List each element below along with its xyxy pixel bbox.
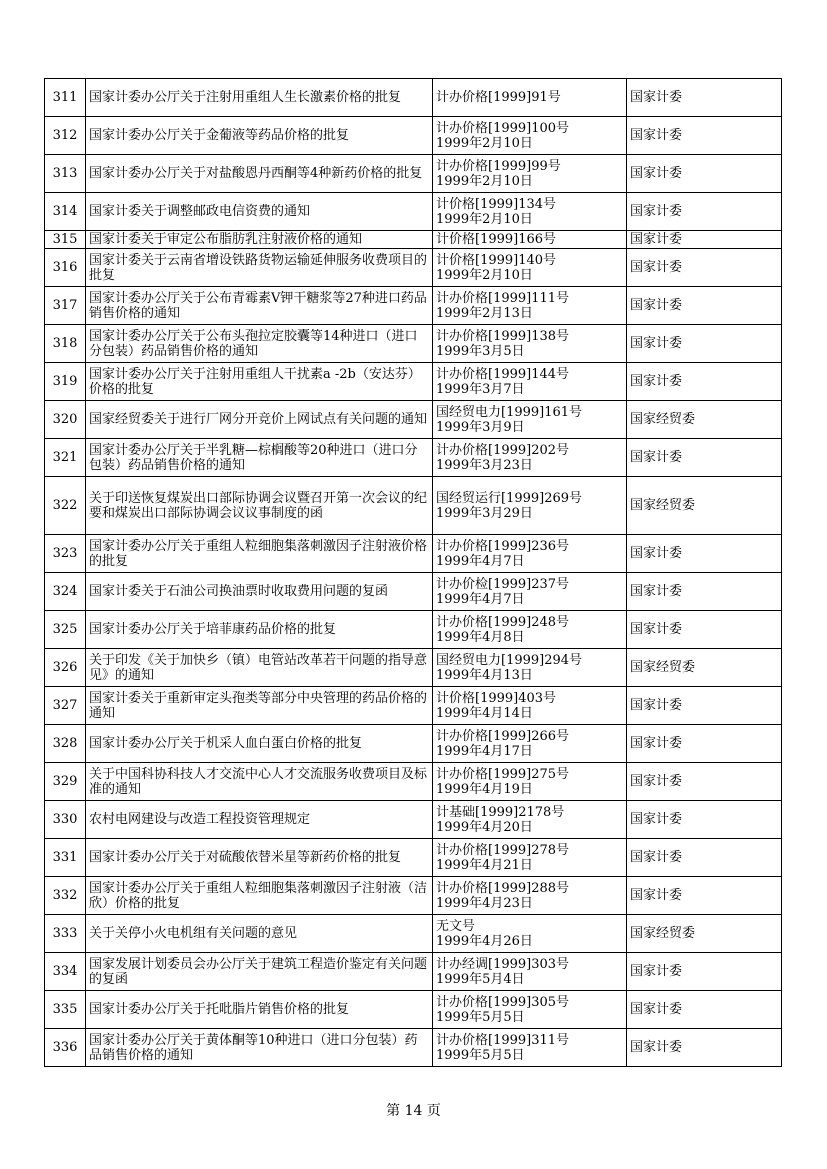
document-number: 国经贸运行[1999]269号 — [436, 490, 583, 506]
issuing-agency: 国家计委 — [627, 439, 782, 477]
table-row — [45, 915, 782, 953]
document-table — [44, 78, 782, 1067]
document-date: 1999年4月14日 — [436, 705, 533, 721]
table-row — [45, 535, 782, 573]
document-title: 国家计委关于重新审定头孢类等部分中央管理的药品价格的通知 — [86, 687, 433, 725]
document-number-cell — [433, 1029, 627, 1067]
document-title: 国家计委办公厅关于培菲康药品价格的批复 — [86, 611, 433, 649]
document-title: 关于中国科协科技人才交流中心人才交流服务收费项目及标准的通知 — [86, 763, 433, 801]
document-number-cell — [433, 231, 627, 249]
row-number: 314 — [45, 193, 86, 231]
table-row — [45, 877, 782, 915]
table-row — [45, 1029, 782, 1067]
table-row — [45, 79, 782, 117]
document-number-cell — [433, 611, 627, 649]
table-body — [45, 79, 782, 1067]
document-date: 1999年2月10日 — [436, 211, 533, 227]
document-number: 计办价格[1999]275号 — [436, 766, 570, 782]
document-date: 1999年4月26日 — [436, 933, 533, 949]
document-date: 1999年3月23日 — [436, 457, 533, 473]
document-date: 1999年5月5日 — [436, 1009, 525, 1025]
table-row — [45, 687, 782, 725]
document-date: 1999年3月7日 — [436, 381, 525, 397]
document-title: 国家发展计划委员会办公厅关于建筑工程造价鉴定有关问题的复函 — [86, 953, 433, 991]
document-title: 国家计委办公厅关于金葡液等药品价格的批复 — [86, 117, 433, 155]
row-number: 336 — [45, 1029, 86, 1067]
issuing-agency: 国家计委 — [627, 611, 782, 649]
issuing-agency: 国家经贸委 — [627, 649, 782, 687]
document-date: 1999年4月8日 — [436, 629, 525, 645]
document-date: 1999年4月7日 — [436, 553, 525, 569]
document-date: 1999年3月29日 — [436, 505, 533, 521]
issuing-agency: 国家计委 — [627, 1029, 782, 1067]
row-number: 313 — [45, 155, 86, 193]
issuing-agency: 国家计委 — [627, 573, 782, 611]
document-number: 计办价格[1999]288号 — [436, 880, 570, 896]
document-number-cell — [433, 287, 627, 325]
document-date: 1999年2月13日 — [436, 305, 533, 321]
row-number: 334 — [45, 953, 86, 991]
document-number-cell — [433, 249, 627, 287]
table-row — [45, 839, 782, 877]
document-number-cell — [433, 573, 627, 611]
document-number: 计办经调[1999]303号 — [436, 956, 570, 972]
issuing-agency: 国家计委 — [627, 953, 782, 991]
issuing-agency: 国家计委 — [627, 155, 782, 193]
document-number-cell — [433, 915, 627, 953]
document-number-cell — [433, 649, 627, 687]
document-number-cell — [433, 535, 627, 573]
row-number: 315 — [45, 231, 86, 249]
document-title: 国家计委办公厅关于公布青霉素V钾干糖浆等27种进口药品销售价格的通知 — [86, 287, 433, 325]
document-number-cell — [433, 687, 627, 725]
document-number: 无文号 — [436, 918, 476, 934]
table-row — [45, 117, 782, 155]
issuing-agency: 国家计委 — [627, 877, 782, 915]
document-number-cell — [433, 117, 627, 155]
row-number: 326 — [45, 649, 86, 687]
row-number: 316 — [45, 249, 86, 287]
row-number: 325 — [45, 611, 86, 649]
document-title: 国家计委关于审定公布脂肪乳注射液价格的通知 — [86, 231, 433, 249]
page-footer: 第 14 页 — [386, 1103, 441, 1119]
document-number-cell — [433, 877, 627, 915]
document-number-cell — [433, 801, 627, 839]
table-row — [45, 477, 782, 535]
table-row — [45, 573, 782, 611]
issuing-agency: 国家计委 — [627, 325, 782, 363]
issuing-agency: 国家计委 — [627, 725, 782, 763]
table-row — [45, 193, 782, 231]
row-number: 332 — [45, 877, 86, 915]
document-number-cell — [433, 477, 627, 535]
row-number: 333 — [45, 915, 86, 953]
issuing-agency: 国家计委 — [627, 839, 782, 877]
document-title: 国家计委关于调整邮政电信资费的通知 — [86, 193, 433, 231]
document-number-cell — [433, 439, 627, 477]
row-number: 311 — [45, 79, 86, 117]
issuing-agency: 国家计委 — [627, 363, 782, 401]
document-number-cell — [433, 363, 627, 401]
document-number: 计价格[1999]134号 — [436, 196, 557, 212]
document-title: 国家计委办公厅关于重组人粒细胞集落刺激因子注射液（洁欣）价格的批复 — [86, 877, 433, 915]
row-number: 318 — [45, 325, 86, 363]
document-number: 国经贸电力[1999]294号 — [436, 652, 583, 668]
table-row — [45, 953, 782, 991]
document-title: 国家计委办公厅关于注射用重组人干扰素a -2b（安达芬）价格的批复 — [86, 363, 433, 401]
table-row — [45, 991, 782, 1029]
document-date: 1999年4月13日 — [436, 667, 533, 683]
document-title: 国家经贸委关于进行厂网分开竞价上网试点有关问题的通知 — [86, 401, 433, 439]
issuing-agency: 国家计委 — [627, 801, 782, 839]
document-number: 计价格[1999]403号 — [436, 690, 557, 706]
document-number: 计办价格[1999]99号 — [436, 158, 561, 174]
table-row — [45, 763, 782, 801]
document-title: 农村电网建设与改造工程投资管理规定 — [86, 801, 433, 839]
document-number: 国经贸电力[1999]161号 — [436, 404, 583, 420]
document-number-cell — [433, 839, 627, 877]
table-row — [45, 725, 782, 763]
document-number-cell — [433, 991, 627, 1029]
document-number-cell — [433, 725, 627, 763]
issuing-agency: 国家计委 — [627, 249, 782, 287]
document-title: 国家计委办公厅关于半乳糖—棕榈酸等20种进口（进口分包装）药品销售价格的通知 — [86, 439, 433, 477]
document-number: 计办价格[1999]202号 — [436, 442, 570, 458]
document-title: 国家计委办公厅关于公布头孢拉定胶囊等14种进口（进口分包装）药品销售价格的通知 — [86, 325, 433, 363]
document-number: 计办价格[1999]144号 — [436, 366, 570, 382]
document-date: 1999年3月5日 — [436, 343, 525, 359]
document-number: 计办价格[1999]278号 — [436, 842, 570, 858]
issuing-agency: 国家计委 — [627, 287, 782, 325]
row-number: 320 — [45, 401, 86, 439]
document-date: 1999年5月5日 — [436, 1047, 525, 1063]
row-number: 324 — [45, 573, 86, 611]
document-date: 1999年2月10日 — [436, 135, 533, 151]
document-number-cell — [433, 193, 627, 231]
document-title: 国家计委办公厅关于注射用重组人生长激素价格的批复 — [86, 79, 433, 117]
row-number: 317 — [45, 287, 86, 325]
document-date: 1999年4月19日 — [436, 781, 533, 797]
issuing-agency: 国家计委 — [627, 231, 782, 249]
row-number: 335 — [45, 991, 86, 1029]
document-title: 关于关停小火电机组有关问题的意见 — [86, 915, 433, 953]
document-number-cell — [433, 763, 627, 801]
table-row — [45, 231, 782, 249]
document-number: 计办价格[1999]91号 — [436, 90, 561, 105]
document-number: 计价格[1999]140号 — [436, 252, 557, 268]
document-number-cell — [433, 325, 627, 363]
row-number: 323 — [45, 535, 86, 573]
document-number: 计办价格[1999]305号 — [436, 994, 570, 1010]
document-title: 国家计委办公厅关于机采人血白蛋白价格的批复 — [86, 725, 433, 763]
issuing-agency: 国家计委 — [627, 687, 782, 725]
row-number: 322 — [45, 477, 86, 535]
issuing-agency: 国家计委 — [627, 117, 782, 155]
document-title: 国家计委办公厅关于托吡脂片销售价格的批复 — [86, 991, 433, 1029]
document-number-cell — [433, 953, 627, 991]
issuing-agency: 国家计委 — [627, 763, 782, 801]
table-row — [45, 249, 782, 287]
document-title: 国家计委关于石油公司换油票时收取费用问题的复函 — [86, 573, 433, 611]
document-number: 计办价格[1999]311号 — [436, 1032, 570, 1048]
document-title: 国家计委办公厅关于对硫酸依替米星等新药价格的批复 — [86, 839, 433, 877]
document-number: 计办价格[1999]266号 — [436, 728, 570, 744]
document-number: 计办价格[1999]248号 — [436, 614, 570, 630]
row-number: 312 — [45, 117, 86, 155]
document-date: 1999年4月21日 — [436, 857, 533, 873]
table-row — [45, 155, 782, 193]
row-number: 331 — [45, 839, 86, 877]
row-number: 321 — [45, 439, 86, 477]
document-number: 计办价格[1999]100号 — [436, 120, 570, 136]
document-title: 国家计委办公厅关于黄体酮等10种进口（进口分包装）药品销售价格的通知 — [86, 1029, 433, 1067]
table-row — [45, 439, 782, 477]
document-date: 1999年2月10日 — [436, 173, 533, 189]
document-number: 计办价格[1999]138号 — [436, 328, 570, 344]
table-row — [45, 363, 782, 401]
table-row — [45, 325, 782, 363]
document-number: 计基础[1999]2178号 — [436, 804, 565, 820]
document-title: 国家计委办公厅关于对盐酸恩丹西酮等4种新药价格的批复 — [86, 155, 433, 193]
document-number-cell — [433, 401, 627, 439]
table-row — [45, 287, 782, 325]
document-number-cell — [433, 155, 627, 193]
row-number: 319 — [45, 363, 86, 401]
issuing-agency: 国家经贸委 — [627, 915, 782, 953]
document-number: 计价格[1999]166号 — [436, 232, 557, 247]
issuing-agency: 国家计委 — [627, 193, 782, 231]
document-date: 1999年2月10日 — [436, 267, 533, 283]
document-date: 1999年3月9日 — [436, 419, 525, 435]
issuing-agency: 国家经贸委 — [627, 401, 782, 439]
document-title: 国家计委办公厅关于重组人粒细胞集落刺激因子注射液价格的批复 — [86, 535, 433, 573]
row-number: 328 — [45, 725, 86, 763]
issuing-agency: 国家计委 — [627, 79, 782, 117]
issuing-agency: 国家经贸委 — [627, 477, 782, 535]
row-number: 329 — [45, 763, 86, 801]
document-title: 国家计委关于云南省增设铁路货物运输延伸服务收费项目的批复 — [86, 249, 433, 287]
document-date: 1999年4月23日 — [436, 895, 533, 911]
document-date: 1999年5月4日 — [436, 971, 525, 987]
document-number: 计办价检[1999]237号 — [436, 576, 570, 592]
document-date: 1999年4月17日 — [436, 743, 533, 759]
issuing-agency: 国家计委 — [627, 535, 782, 573]
document-number: 计办价格[1999]111号 — [436, 290, 570, 306]
table-row — [45, 401, 782, 439]
row-number: 327 — [45, 687, 86, 725]
document-number: 计办价格[1999]236号 — [436, 538, 570, 554]
issuing-agency: 国家计委 — [627, 991, 782, 1029]
table-row — [45, 649, 782, 687]
table-row — [45, 611, 782, 649]
document-title: 关于印送恢复煤炭出口部际协调会议暨召开第一次会议的纪要和煤炭出口部际协调会议议事制度的函 — [86, 477, 433, 535]
document-date: 1999年4月20日 — [436, 819, 533, 835]
document-title: 关于印发《关于加快乡（镇）电管站改革若干问题的指导意见》的通知 — [86, 649, 433, 687]
row-number: 330 — [45, 801, 86, 839]
table-row — [45, 801, 782, 839]
document-date: 1999年4月7日 — [436, 591, 525, 607]
document-number-cell — [433, 79, 627, 117]
